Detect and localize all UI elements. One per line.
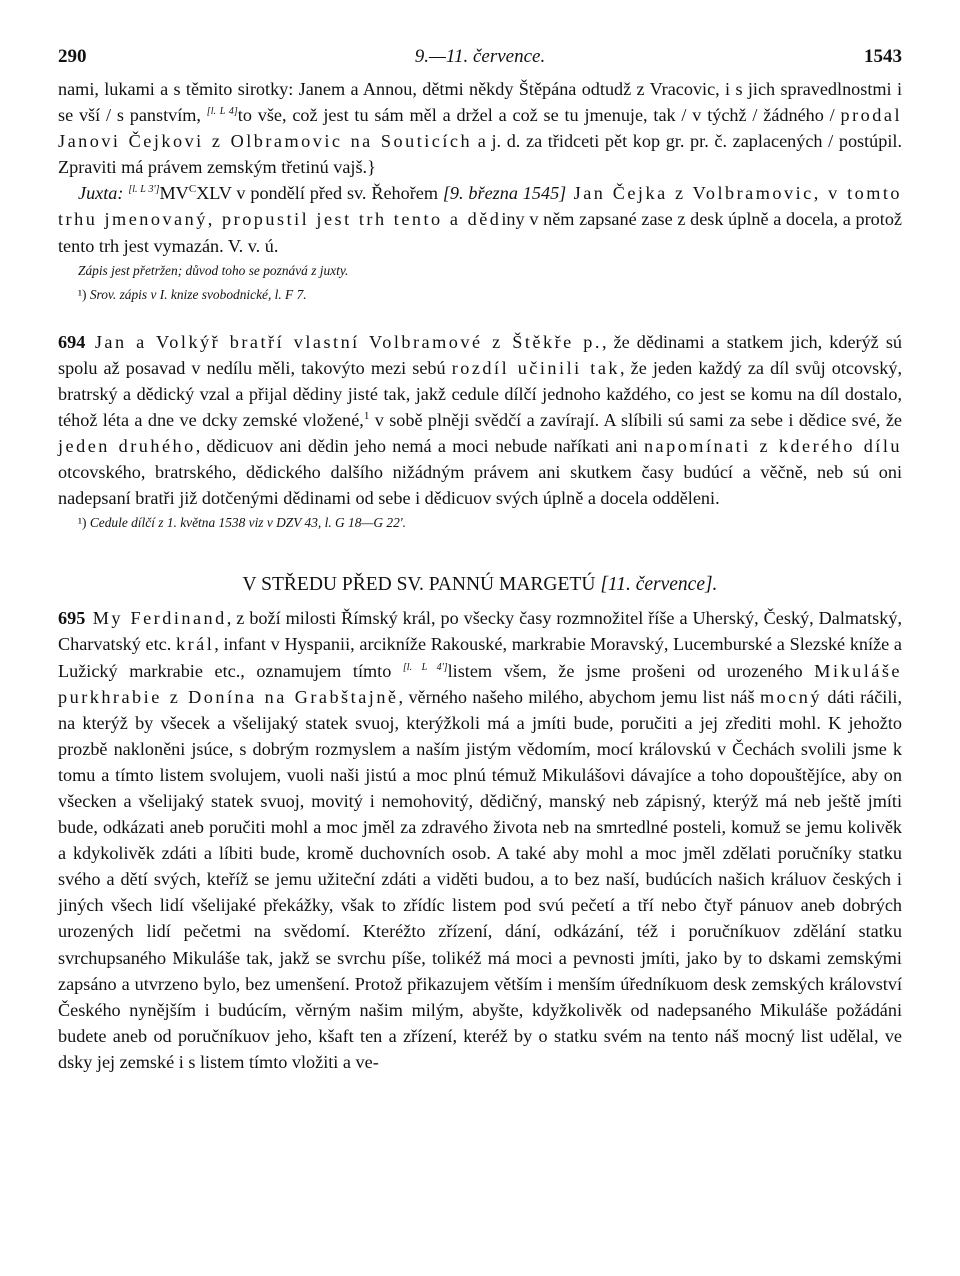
text-run: a j. d. za třidceti pět kop gr. pr. č. zaplacených / postúpil. Zpraviti má právem zemským třetinú vajš.} [58,131,903,178]
heading-date: [11. července]. [600,574,718,596]
running-header [58,46,902,76]
running-title: 9.—11. července. [414,46,546,67]
text-run: , věrného našeho milého, abychom jemu list náš [398,686,760,707]
text-run: XLV v pondělí před sv. Řehořem [196,183,443,204]
footnote-marker: 1 [363,409,370,422]
page-number: 290 [58,46,87,67]
folio-marker: [l. L 4'] [402,661,448,673]
date-bracket: [9. března 1545] [442,183,567,204]
spaced-text: prodal Janovi Čejkovi z Olbramovic na Souticích [58,105,902,152]
footnote-text: Srov. zápis v I. knize svobodnické, l. F 7. [86,286,307,302]
spaced-text: My Ferdinand [85,608,227,629]
text-run: , že dědinami a statkem jich, kderýž sú spolu až posavad v nedílu měli, takovýto mezi sebú [58,331,902,378]
footnote [78,283,902,307]
entry-694 [58,329,902,512]
entry-number: 694 [58,331,86,352]
footnote-number: ¹) [78,286,87,302]
spaced-text: Mikuláše purkhrabie z Donína na Grabštajně [58,660,902,707]
text-run: listem všem, že jsme prošeni od urozeného [447,660,815,681]
text-run: dáti ráčili, na kterýž by všecek a všelijaký statek svuoj, kterýžkoli má a jmíti bude, poručiti a jej zřediti mohl. K jehožto prozbě nakloněni jsúce, s dobrým rozmyslem a naším jistým vědomím, mocí královskú v Čechách svolili jsme k tomu a tímto listem svolujem, vuoli naši jistú a moc plnú témuž Mikulášovi dávajíce a toho dopouštějíce, aby on všecken a všelijaký statek svuoj, movitý i nemohovitý, dědičný, manský neb zápisný, kterýž má neb ještě jmíti bude, odkázati aneb poručiti mohl a moc jměl za zdravého života neb na smrtedlné posteli, komuž se jemu kolivěk a kdykolivěk zdáti a líbiti bude, kromě duchovních osob. A také aby mohl a moc jměl zdělati poručníky statku svého a dětí svých, kteříž se jemu užiteční zdáti a viděti budou, a to bez naší, budúcích našich králuov českých i jiných všech lidí všelijaké překážky, však to zřídíc listem pod svú pečetí a tří nebo čtyř pánuov aneb dobrých urozených lidí pečetmi na svědomí. Kteréžto zřízení, dání, odkázání, též i poručníkuov zdělání statku svrchupsaného Mikuláše tak, jakž se svrchu píše, tolikéž má moci a pevnosti jmíti, jako by to dskami zemskými zapsáno a utvrzeno bylo, bez umenšení. Protož přikazujem větším i menším úředníkuom desk zemských království Českého nynějším i budúcím, věrným našim milým, abyšte, kdyžkolivěk od nadepsaného Mikuláše požádáni budete aneb od poručníkuov jeho, kšaft ten a zřízení, kteréž by o statku svém na tento náš mocný list udělal, ve dsky jej zemské i s listem tímto vložiti a ve- [58,686,903,1072]
entry-693-text [58,76,902,180]
spacer [58,535,902,565]
folio-marker: [l. L 3'] [128,184,160,196]
heading-text: V STŘEDU PŘED SV. PANNÚ MARGETÚ [242,574,601,596]
juxta-paragraph [58,180,902,258]
entry-number: 695 [58,608,86,629]
folio-marker: [l. L 4] [206,106,238,118]
footnote [78,511,902,535]
text-run: , infant v Hyspanii, arcikníže Rakouské, markrabie Moravský, Lucemburské a Slezské kníže a Lužický markrabie etc., oznamujem tímto [58,634,902,681]
text-run: iny v něm zapsané zase z desk úplně a docela, a protož tento trh jest vymazán. V. v. ú. [58,209,902,256]
juxta-label: Juxta: [78,183,124,204]
year-label: 1543 [864,46,902,67]
entry-693-continuation [58,76,902,259]
text-run: otcovského, bratrského, dědického dalšího nižádným právem ani skutkem časy budúcí a věčně, neb sú oni nadepsaní bratři již dotčenými dědinami od sebe i dědicuov svých úplně a docela odděleni. [58,462,902,509]
text-run: , dědicuov ani dědin jeho nemá a moci nebude naříkati ani [195,436,644,457]
text-run: nami, lukami a s těmito sirotky: Janem a Annou, dětmi někdy Štěpána odtudž z Vracovic, i s jich spravedlnostmi i se vší / s panstvím, [58,79,902,126]
entry-695-text [58,605,902,1075]
editorial-note: Zápis jest přetržen; důvod toho se poznává z juxty. [78,262,349,278]
spaced-text: rozdíl učinili tak [451,357,620,378]
spacer [58,307,902,329]
spaced-text: Jan a Volkýř bratří vlastní Volbramové z Štěkře p. [85,331,602,352]
spaced-text: Jan Čejka z Volbramovic, v tomto trhu jmenovaný, propustil jest trh tento a děd [58,183,903,230]
text-run: , z boží milosti Římský král, po všecky časy rozmnožitel říše a Uherský, Český, Dalmatský, Charvatský etc. [58,608,902,655]
entry-695 [58,605,902,1075]
footnote-text: Cedule dílčí z 1. května 1538 viz v DZV 43, l. G 18—G 22'. [86,515,406,531]
spaced-text: mocný [759,686,822,707]
section-heading [58,565,902,605]
text-run: v sobě plněji svědčí a zavírají. A slíbili sú sami za sebe i dědice své, že [369,409,902,430]
text-run: MV [159,183,189,204]
spaced-text: jeden druhého [58,436,196,457]
entry-694-text [58,329,902,512]
footnote-number: ¹) [78,515,87,531]
spaced-text: král [176,634,215,655]
superscript: C [188,183,197,196]
text-run: to vše, což jest tu sám měl a držel a což se tu jmenuje, tak / v týchž / žádného / [237,105,841,126]
spaced-text: napomínati z kderého dílu [643,436,903,457]
text-run: , že jeden každý za díl svůj otcovský, bratrský a dědický vzal a přijal dědiny jisté tak, jakž cedule dílčí jednoho každého, co jest se komu na díl dostalo, téhož léta a dne ve dcky zemské vložené, [58,357,902,430]
